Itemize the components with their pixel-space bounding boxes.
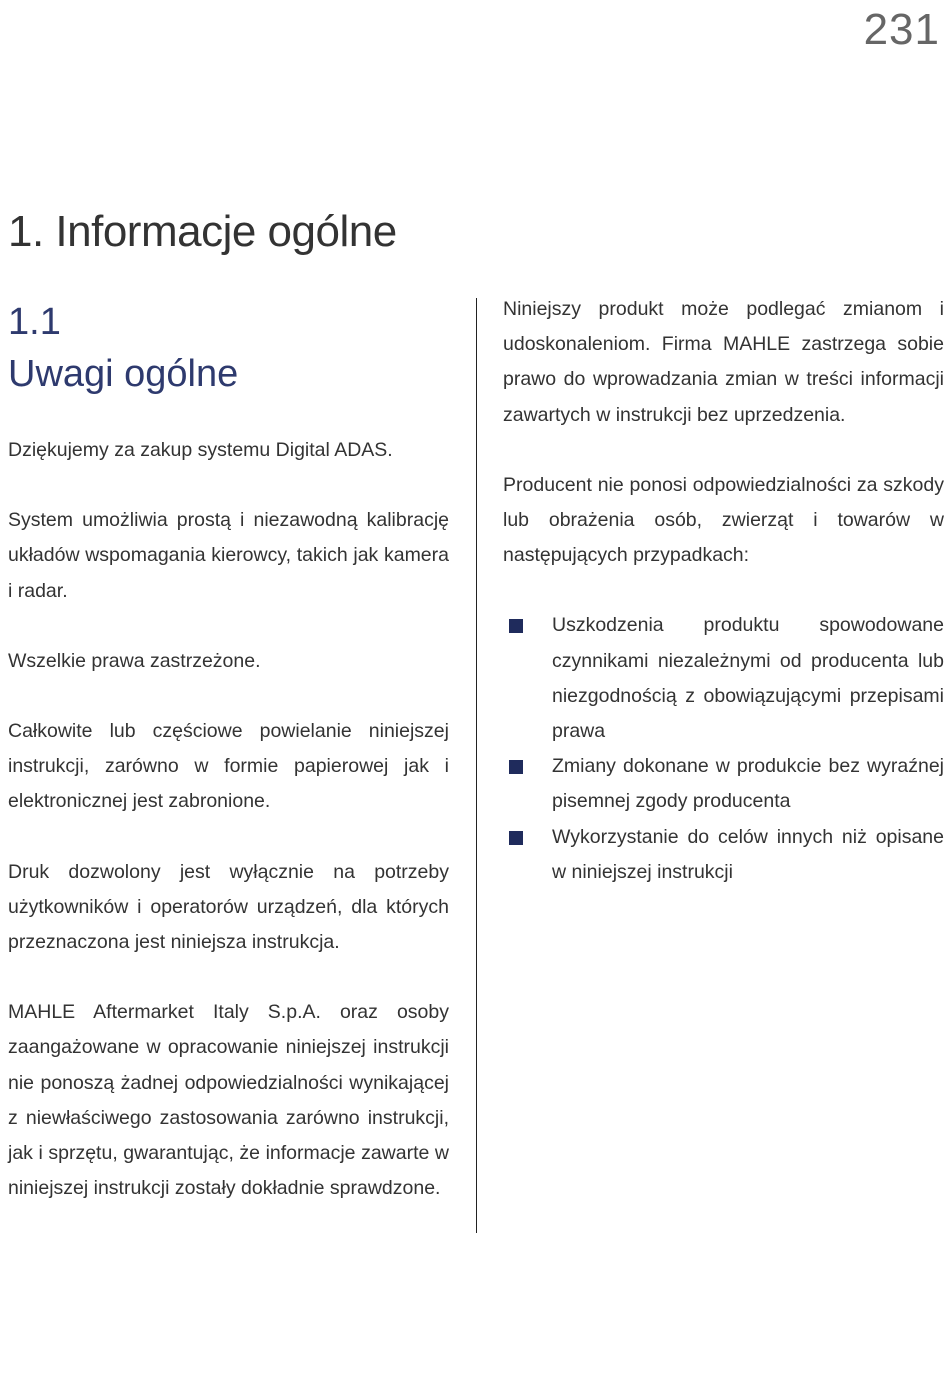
column-divider <box>476 298 477 1233</box>
paragraph-copying: Całkowite lub częściowe powielanie niniejszej instrukcji, zarówno w formie papierowej jak i elektronicznej jest zabronione. <box>8 720 449 813</box>
square-bullet-icon <box>509 831 523 845</box>
list-item <box>503 820 944 890</box>
section-title: Uwagi ogólne <box>8 353 239 395</box>
list-item-text: Uszkodzenia produktu spowodowane czynnikami niezależnymi od producenta lub niezgodnością z obowiązującymi przepisami prawa <box>552 614 944 743</box>
list-item <box>503 749 944 819</box>
right-column <box>503 292 944 890</box>
paragraph-liability-mahle: MAHLE Aftermarket Italy S.p.A. oraz osoby zaangażowane w opracowanie niniejszej instrukcji nie ponoszą żadnej odpowiedzialności wynikającej z niewłaściwego zastosowania zarówno instrukcji, jak i sprzętu, gwarantując, że informacje zawarte w niniejszej instrukcji zostały dokładnie sprawdzone. <box>8 1001 449 1200</box>
paragraph-rights: Wszelkie prawa zastrzeżone. <box>8 649 261 672</box>
list-item <box>503 608 944 749</box>
bullet-list <box>503 608 944 890</box>
paragraph-changes: Niniejszy produkt może podlegać zmianom i udoskonaleniom. Firma MAHLE zastrzega sobie prawo do wprowadzania zmian w treści informacji zawartych w instrukcji bez uprzedzenia. <box>503 298 944 426</box>
left-column <box>8 433 449 1241</box>
section-heading <box>8 296 238 400</box>
section-number: 1.1 <box>8 301 61 343</box>
list-item-text: Wykorzystanie do celów innych niż opisane w niniejszej instrukcji <box>552 825 944 883</box>
paragraph-thanks: Dziękujemy za zakup systemu Digital ADAS. <box>8 439 393 461</box>
square-bullet-icon <box>509 619 523 633</box>
paragraph-system: System umożliwia prostą i niezawodną kalibrację układów wspomagania kierowcy, takich jak kamera i radar. <box>8 509 449 602</box>
paragraph-printing: Druk dozwolony jest wyłącznie na potrzeby użytkowników i operatorów urządzeń, dla których przeznaczona jest niniejsza instrukcja. <box>8 860 449 954</box>
paragraph-producer-liability: Producent nie ponosi odpowiedzialności za szkody lub obrażenia osób, zwierząt i towarów w następujących przypadkach: <box>503 473 944 567</box>
chapter-title: 1. Informacje ogólne <box>8 207 397 256</box>
square-bullet-icon <box>509 760 523 774</box>
list-item-text: Zmiany dokonane w produkcie bez wyraźnej pisemnej zgody producenta <box>552 755 944 813</box>
page-number: 231 <box>863 5 940 54</box>
